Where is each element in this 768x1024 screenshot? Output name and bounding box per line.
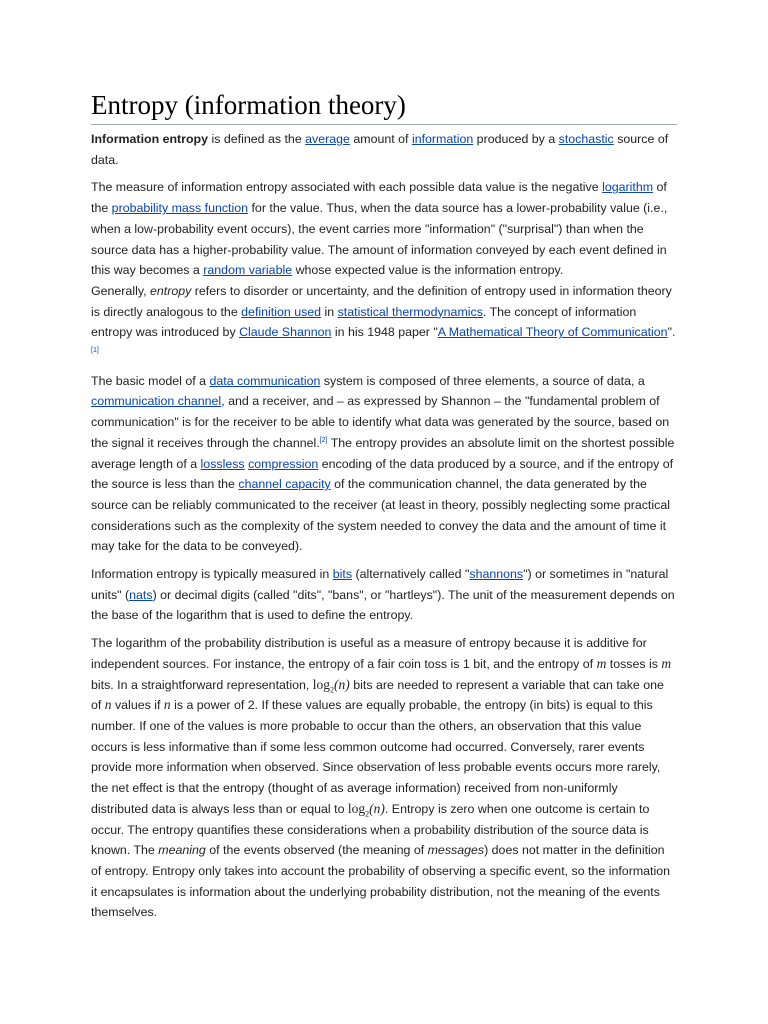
paragraph-measure [91, 177, 677, 281]
text: system is composed of three elements, a source of data, a [320, 373, 645, 388]
text: The basic model of a [91, 373, 210, 388]
math-n: n [104, 697, 112, 713]
math-subscript: 2 [365, 809, 370, 819]
math-log: log [312, 676, 331, 692]
link-probability-mass-function[interactable]: probability mass function [111, 201, 249, 216]
link-shannons[interactable]: shannons [469, 567, 524, 582]
emphasis: meaning [158, 843, 206, 858]
text: . Entropy is zero when one outcome is certain to occur. The entropy quantifies these considerations when a probability distribution of the source data is known. The [91, 801, 650, 858]
math-subscript: 2 [330, 685, 335, 695]
math-arg: (n) [334, 676, 350, 692]
text: ") or sometimes in "natural units" ( [91, 567, 669, 602]
link-mathematical-theory[interactable]: A Mathematical Theory of Communication [437, 325, 668, 340]
text: of the events observed (the meaning of [205, 843, 428, 858]
text: refers to disorder or uncertainty, and the definition of entropy used in information theory is directly analogous to the [91, 283, 672, 319]
text: The entropy provides an absolute limit on the shortest possible average length of a [91, 435, 675, 471]
text: in his 1948 paper " [331, 325, 438, 340]
link-definition-used[interactable]: definition used [241, 304, 322, 319]
link-average[interactable]: average [305, 132, 350, 146]
text: in [321, 304, 338, 319]
paragraph-logarithm [91, 633, 677, 923]
text: bits are needed to represent a variable that can take one of [91, 677, 664, 713]
paragraph-generally [91, 281, 677, 364]
link-lossless[interactable]: lossless [200, 456, 245, 471]
text: encoding of the data produced by a source, and if the entropy of the source is less than the [91, 456, 674, 492]
link-logarithm[interactable]: logarithm [602, 180, 654, 195]
paragraph-basic-model [91, 371, 677, 557]
text: Information entropy is typically measured in [91, 567, 333, 582]
text: is defined as the [208, 132, 306, 146]
text: ) does not matter in the definition of entropy. Entropy only takes into account the probability of observing a specific event, so the information it encapsulates is information about the underlying probability distribution, not the meaning of the events themselves. [91, 843, 671, 920]
text: source of data. [91, 132, 669, 167]
link-bits[interactable]: bits [332, 567, 353, 582]
text: values if [111, 698, 164, 713]
paragraph-intro [91, 129, 677, 170]
text: The measure of information entropy associated with each possible data value is the negative [91, 180, 603, 195]
text: ". [667, 325, 676, 340]
bold-term: Information entropy [91, 132, 209, 146]
text: Generally, [91, 283, 150, 298]
text: (alternatively called " [352, 567, 470, 582]
link-channel-capacity[interactable]: channel capacity [238, 477, 331, 492]
article [91, 88, 677, 930]
text: bits. In a straightforward representation, [91, 677, 313, 692]
link-claude-shannon[interactable]: Claude Shannon [239, 325, 332, 340]
math-m: m [661, 655, 672, 671]
link-compression[interactable]: compression [248, 456, 319, 471]
text: is a power of 2. If these values are equally probable, the entropy (in bits) is equal to this number. If one of the values is more probable to occur than the others, an observation that this value occurs is less informative than if some less common outcome had occurred. Conversely, rarer events provide more information when observed. Since observation of less probable events occurs more rarely, the net effect is that the entropy (thought of as average information) received from non-uniformly distributed data is always less than or equal to [91, 698, 661, 816]
reference-1[interactable] [91, 347, 99, 354]
reference-link[interactable]: [2] [319, 436, 328, 444]
text: produced by a [473, 132, 559, 146]
math-arg: (n) [369, 800, 385, 816]
paragraph-units [91, 564, 677, 626]
link-stochastic[interactable]: stochastic [558, 132, 614, 146]
link-communication-channel[interactable]: communication channel [91, 394, 222, 409]
text: . The concept of information entropy was introduced by [91, 304, 637, 340]
link-data-communication[interactable]: data communication [209, 373, 321, 388]
page-title: Entropy (information theory) [91, 88, 677, 125]
text: of the communication channel, the data generated by the source can be reliably communicated to the receiver (at least in theory, possibly neglecting some practical considerations such as the complexity of the system needed to convey the data and the amount of time it may take for the data to be conveyed). [91, 477, 670, 554]
text: The logarithm of the probability distribution is useful as a measure of entropy because it is additive for independent sources. For instance, the entropy of a fair coin toss is 1 bit, and the entropy of [91, 636, 647, 671]
math-m: m [596, 655, 607, 671]
text: , and a receiver, and – as expressed by Shannon – the "fundamental problem of communication" is for the receiver to be able to identify what data was generated by the source, based on the signal it receives through the channel. [91, 394, 670, 450]
link-nats[interactable]: nats [129, 587, 153, 602]
emphasis: messages [427, 843, 485, 858]
link-random-variable[interactable]: random variable [203, 263, 293, 278]
text: tosses is [606, 656, 662, 671]
reference-link[interactable]: [1] [91, 346, 99, 354]
link-statistical-thermodynamics[interactable]: statistical thermodynamics [337, 304, 483, 319]
text: whose expected value is the information entropy. [292, 263, 564, 278]
link-information[interactable]: information [411, 132, 474, 146]
math-log: log [347, 800, 366, 816]
text: amount of [349, 132, 412, 146]
text: ) or decimal digits (called "dits", "bans", or "hartleys"). The unit of the measurement depends on the base of the logarithm that is used to define the entropy. [91, 587, 675, 623]
text: for the value. Thus, when the data source has a lower-probability value (i.e., when a low-probability event occurs), the event carries more "information" ("surprisal") than when the source data has a higher-probability value. The amount of information conveyed by each event defined in this way becomes a [91, 201, 668, 278]
math-n: n [163, 697, 171, 713]
emphasis: entropy [150, 283, 192, 298]
text: of the [91, 180, 667, 216]
